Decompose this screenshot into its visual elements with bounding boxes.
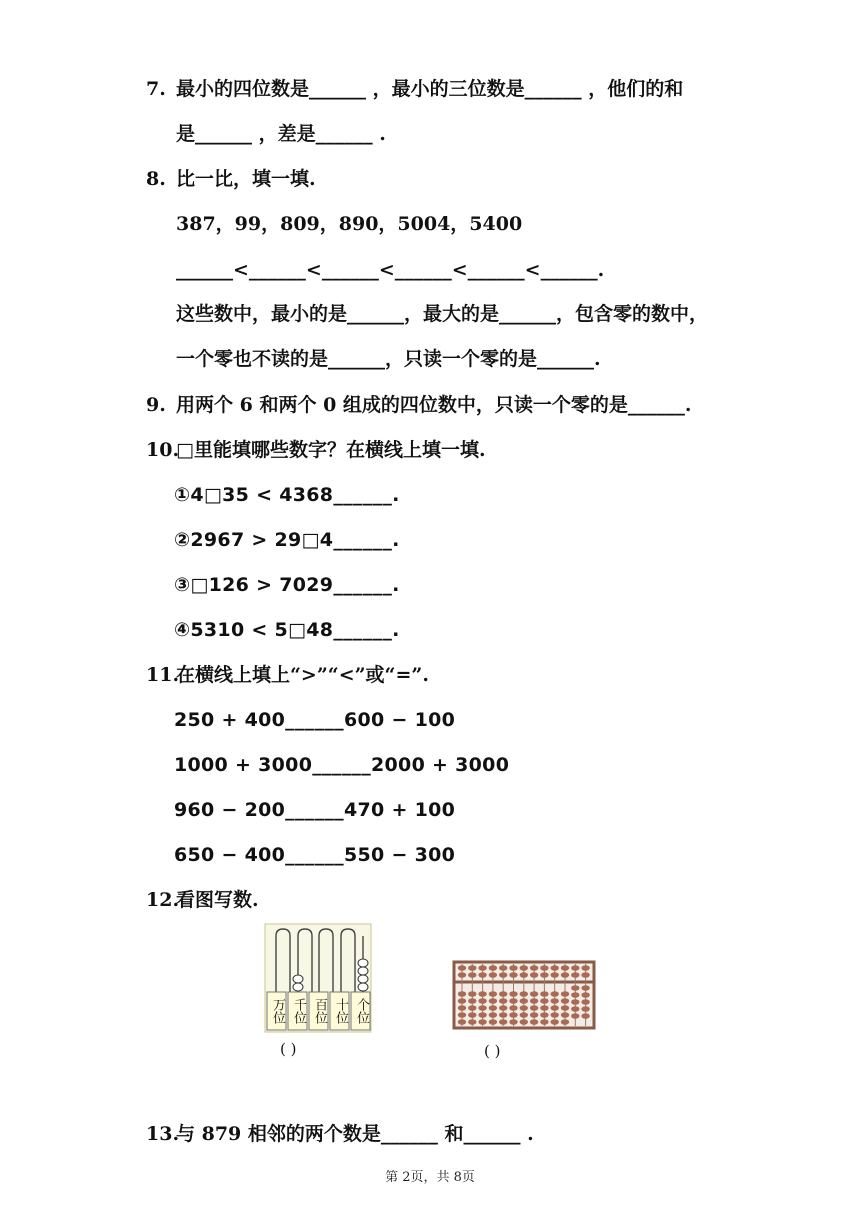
lower-bead xyxy=(551,1012,559,1018)
lower-bead xyxy=(571,992,579,998)
upper-bead xyxy=(540,965,548,971)
question-number: 11. xyxy=(146,664,180,686)
upper-bead xyxy=(489,965,497,971)
lower-bead xyxy=(468,1012,476,1018)
lower-bead xyxy=(530,1012,538,1018)
lower-bead xyxy=(478,1019,486,1025)
comparison-item: 650 − 400______550 − 300 xyxy=(174,844,456,866)
upper-bead xyxy=(581,972,589,978)
upper-bead xyxy=(540,972,548,978)
upper-bead xyxy=(509,972,517,978)
comparison-item: 960 − 200______470 + 100 xyxy=(174,799,456,821)
upper-bead xyxy=(520,965,528,971)
upper-bead xyxy=(561,972,569,978)
question-text: 与 879 相邻的两个数是______ 和______ . xyxy=(176,1123,534,1145)
label-bai: 百位 xyxy=(312,998,327,1024)
upper-bead xyxy=(468,965,476,971)
lower-bead xyxy=(530,1005,538,1011)
upper-bead xyxy=(551,965,559,971)
place-value-labels xyxy=(267,993,371,1029)
label-wan: 万位 xyxy=(270,998,285,1024)
lower-bead xyxy=(499,1012,507,1018)
lower-bead xyxy=(540,991,548,997)
label-qian: 千位 xyxy=(291,998,306,1024)
bead-abacus-figure xyxy=(448,954,598,1036)
upper-bead xyxy=(561,965,569,971)
lower-bead xyxy=(478,1005,486,1011)
lower-bead xyxy=(489,998,497,1004)
upper-bead xyxy=(499,972,507,978)
lower-bead xyxy=(530,998,538,1004)
lower-bead xyxy=(499,998,507,1004)
lower-bead xyxy=(530,991,538,997)
ordering-text: ______<______<______<______<______<______. xyxy=(176,259,605,281)
comparison-item: 250 + 400______600 − 100 xyxy=(174,709,456,731)
inequality-item: ③□126 > 7029______. xyxy=(174,574,400,596)
lower-bead xyxy=(581,999,589,1005)
lower-bead xyxy=(468,1019,476,1025)
lower-bead xyxy=(468,998,476,1004)
lower-bead xyxy=(540,1005,548,1011)
lower-bead xyxy=(489,1019,497,1025)
lower-bead xyxy=(478,998,486,1004)
lower-bead xyxy=(551,1005,559,1011)
lower-bead xyxy=(509,991,517,997)
upper-bead xyxy=(581,965,589,971)
label-ge: 个位 xyxy=(354,998,369,1024)
lower-bead xyxy=(581,1006,589,1012)
inequality-item: ④5310 < 5□48______. xyxy=(174,619,400,641)
lower-bead xyxy=(458,991,466,997)
bead-abacus-drawing xyxy=(448,954,598,1036)
question-text: 是______ ，差是______ . xyxy=(176,123,386,145)
lower-bead xyxy=(520,1005,528,1011)
lower-bead xyxy=(478,1012,486,1018)
question-text: 这些数中，最小的是______，最大的是______，包含零的数中， xyxy=(176,303,709,325)
lower-bead xyxy=(458,1019,466,1025)
label-shi: 十位 xyxy=(333,998,348,1024)
answer-paren-2: ( ) xyxy=(484,1042,501,1060)
lower-bead xyxy=(571,985,579,991)
lower-bead xyxy=(520,991,528,997)
lower-bead xyxy=(561,991,569,997)
lower-bead xyxy=(581,985,589,991)
comparison-item: 1000 + 3000______2000 + 3000 xyxy=(174,754,510,776)
lower-bead xyxy=(571,1013,579,1019)
lower-bead xyxy=(499,1005,507,1011)
lower-bead xyxy=(509,1012,517,1018)
lower-bead xyxy=(561,1019,569,1025)
lower-bead xyxy=(489,1005,497,1011)
lower-bead xyxy=(561,1005,569,1011)
upper-bead xyxy=(478,972,486,978)
question-title: 比一比，填一填. xyxy=(176,168,316,190)
lower-bead xyxy=(489,991,497,997)
lower-bead xyxy=(499,1019,507,1025)
upper-bead xyxy=(530,965,538,971)
upper-bead xyxy=(468,972,476,978)
lower-bead xyxy=(478,991,486,997)
upper-bead xyxy=(509,965,517,971)
lower-bead xyxy=(561,998,569,1004)
lower-bead xyxy=(581,992,589,998)
counting-frame-figure xyxy=(262,922,374,1034)
upper-bead xyxy=(489,972,497,978)
lower-bead xyxy=(540,1019,548,1025)
lower-bead xyxy=(551,1019,559,1025)
lower-bead xyxy=(468,1005,476,1011)
lower-bead xyxy=(468,991,476,997)
lower-bead xyxy=(540,1012,548,1018)
lower-bead xyxy=(571,999,579,1005)
question-number: 9. xyxy=(146,394,166,416)
page-footer: 第 2页，共 8页 xyxy=(385,1170,475,1185)
lower-bead xyxy=(551,998,559,1004)
upper-bead xyxy=(478,965,486,971)
lower-bead xyxy=(540,998,548,1004)
lower-bead xyxy=(509,1019,517,1025)
upper-bead xyxy=(571,972,579,978)
lower-bead xyxy=(581,1013,589,1019)
lower-bead xyxy=(458,1005,466,1011)
question-text: 用两个 6 和两个 0 组成的四位数中，只读一个零的是______. xyxy=(176,394,692,416)
lower-bead xyxy=(509,1005,517,1011)
lower-bead xyxy=(458,1012,466,1018)
question-text: 最小的四位数是______ ，最小的三位数是______ ，他们的和 xyxy=(176,78,684,100)
lower-bead xyxy=(509,998,517,1004)
upper-bead xyxy=(530,972,538,978)
lower-bead xyxy=(499,991,507,997)
upper-bead xyxy=(520,972,528,978)
lower-bead xyxy=(520,1012,528,1018)
lower-bead xyxy=(520,998,528,1004)
inequality-item: ②2967 > 29□4______. xyxy=(174,529,400,551)
upper-bead xyxy=(571,965,579,971)
question-number: 12. xyxy=(146,889,180,911)
upper-bead xyxy=(458,972,466,978)
upper-bead xyxy=(458,965,466,971)
lower-bead xyxy=(530,1019,538,1025)
question-title: 看图写数. xyxy=(176,889,259,911)
question-number: 10. xyxy=(146,439,180,461)
upper-bead xyxy=(499,965,507,971)
question-title: □里能填哪些数字？在横线上填一填. xyxy=(176,439,486,461)
inequality-item: ①4□35 < 4368______. xyxy=(174,484,400,506)
lower-bead xyxy=(489,1012,497,1018)
lower-bead xyxy=(561,1012,569,1018)
question-number: 13. xyxy=(146,1123,180,1145)
question-title: 在横线上填上“>”“<”或“=”. xyxy=(176,664,429,686)
question-text: 一个零也不读的是______，只读一个零的是______. xyxy=(176,348,601,370)
upper-bead xyxy=(551,972,559,978)
lower-bead xyxy=(520,1019,528,1025)
question-number: 7. xyxy=(146,78,166,100)
question-number: 8. xyxy=(146,168,166,190)
lower-bead xyxy=(551,991,559,997)
lower-bead xyxy=(571,1006,579,1012)
number-list-text: 387，99，809，890，5004，5400 xyxy=(176,213,523,235)
answer-paren-1: ( ) xyxy=(280,1040,297,1058)
lower-bead xyxy=(458,998,466,1004)
